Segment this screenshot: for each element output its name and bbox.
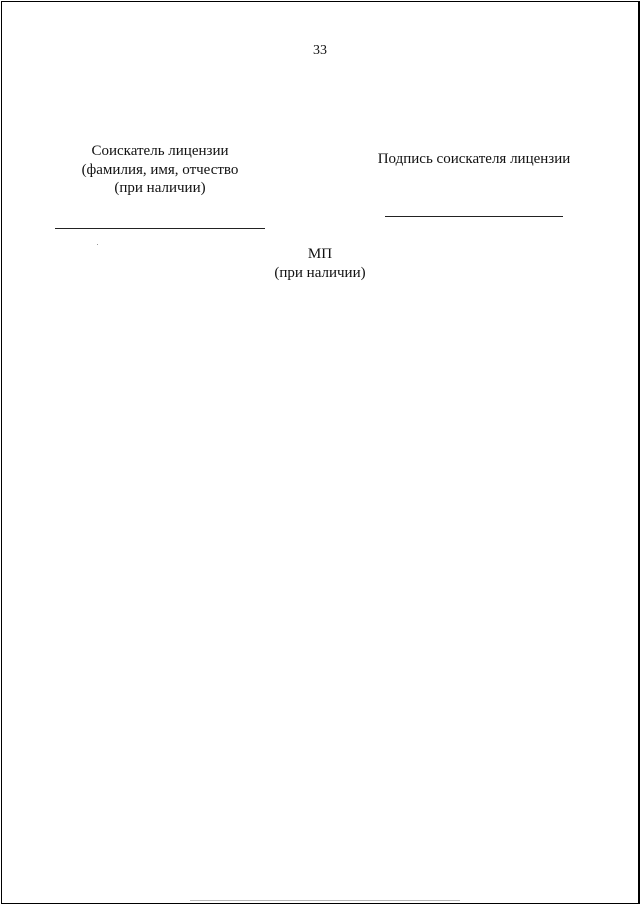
applicant-caption-line: (фамилия, имя, отчество: [81, 161, 239, 178]
applicant-name-line: [55, 228, 265, 229]
applicant-name-caption: [60, 142, 260, 198]
stamp-caption-line: (при наличии): [274, 265, 366, 281]
scan-edge-mark: [190, 900, 460, 901]
stamp-caption-line: МП: [307, 246, 333, 262]
stamp-caption: [220, 245, 420, 283]
scan-speck: [97, 244, 98, 245]
signature-line: [385, 216, 563, 217]
page-border: [1, 1, 640, 904]
signature-caption-line: Подпись соискателя лицензии: [377, 151, 571, 167]
page-number: 33: [313, 43, 327, 58]
signature-caption: [368, 150, 580, 169]
applicant-caption-line: (при наличии): [114, 180, 206, 196]
applicant-caption-line: Соискатель лицензии: [91, 143, 229, 159]
